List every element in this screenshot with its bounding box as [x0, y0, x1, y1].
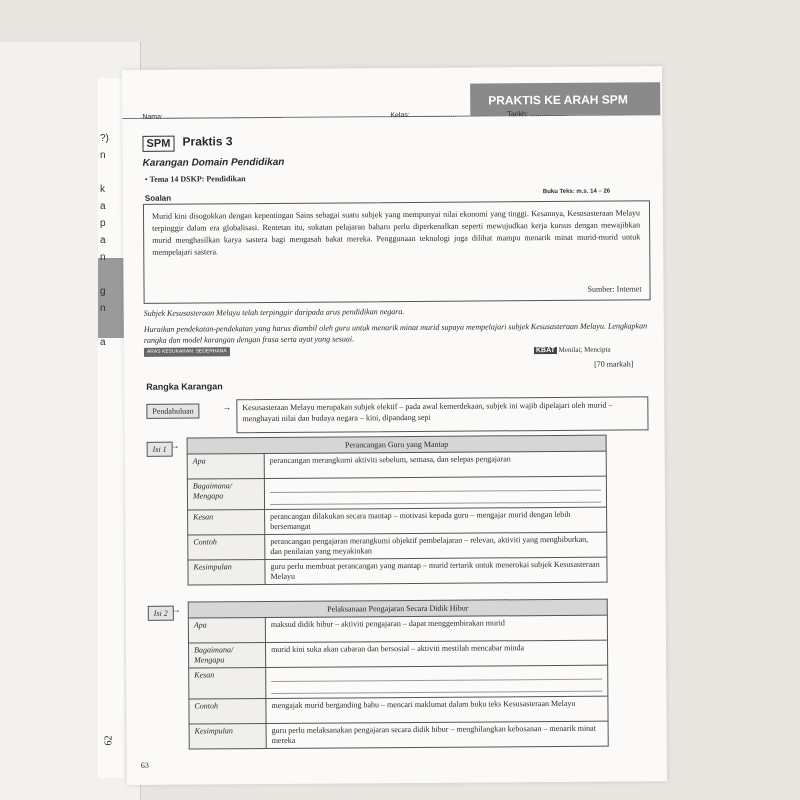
- buku-teks: Buku Teks: m.s. 14 – 26: [542, 188, 611, 196]
- row-label: Bagaimana/ Mengapa: [187, 479, 264, 511]
- pendahuluan-box: Kesusasteraan Melayu merupakan subjek elektif – pada awal kemerdekaan, subjek ini wajib dipelajari oleh murid – menghayati nilai dan budaya negara – kini, dipandang sepi: [236, 396, 648, 433]
- row-label: Contoh: [188, 535, 265, 561]
- row-text: murid kini suka akan cabaran dan bersosial – aktiviti mestilah mencabar minda: [266, 640, 608, 667]
- right-page: [122, 66, 667, 785]
- table-row: [188, 507, 607, 535]
- field-kelas: Kelas: .......................: [390, 111, 457, 120]
- table-row: [188, 615, 607, 643]
- spm-badge: SPM: [142, 136, 174, 152]
- isi2-title: Pelaksanaan Pengajaran Secara Didik Hibur: [188, 599, 607, 618]
- row-label: Apa: [187, 454, 264, 480]
- table-row: [189, 721, 608, 749]
- page-number: 63: [140, 760, 149, 770]
- row-text: guru perlu melaksanakan pengajaran secara didik hibur – menghilangkan kebosanan – menarik minat mereka: [266, 721, 608, 748]
- table-row: [189, 696, 608, 724]
- left-letter: [100, 266, 120, 283]
- left-letter: ?): [100, 133, 109, 144]
- left-letter: a: [100, 235, 106, 246]
- row-text: perancangan merangkumi aktiviti sebelum, semasa, dan selepas pengajaran: [264, 451, 606, 478]
- blank-line: [271, 682, 602, 694]
- question-line1: Subjek Kesusasteraan Melayu telah terpinggir daripada arus pendidikan negara.: [143, 307, 405, 318]
- row-text: perancangan dilakukan secara mantap – motivasi kepada guru – mengajar murid dengan lebih bersemangat: [265, 507, 607, 534]
- left-letter: n: [100, 303, 106, 314]
- left-letter: a: [100, 337, 106, 348]
- kbat-text: Menilai; Mencipta: [558, 345, 611, 354]
- row-label: Contoh: [189, 699, 266, 725]
- row-text: [266, 665, 608, 698]
- left-letter: n: [100, 150, 106, 161]
- practice-subtitle: Karangan Domain Pendidikan: [142, 156, 285, 169]
- row-label: Kesan: [189, 668, 266, 700]
- pendahuluan-label: Pendahuluan: [146, 403, 199, 418]
- isi1-label: Isi 1: [147, 442, 173, 457]
- left-letter: p: [100, 218, 106, 229]
- practice-title: Praktis 3: [182, 134, 233, 149]
- field-nama: Nama: ............................................................: [142, 112, 282, 121]
- table-row: [187, 476, 606, 510]
- row-label: Kesan: [188, 510, 265, 536]
- passage-source: Sumber: Internet: [587, 284, 642, 294]
- table-row: [187, 451, 606, 479]
- row-label: Apa: [188, 618, 265, 644]
- isi2-arrow: →: [171, 604, 181, 615]
- kbat-badge: KBAT: [535, 346, 555, 355]
- isi1-arrow: →: [170, 440, 180, 451]
- left-letter: g: [100, 286, 106, 297]
- marks: [70 markah]: [594, 359, 634, 369]
- left-letter: [100, 164, 120, 181]
- row-text: [264, 476, 606, 509]
- left-letter: k: [100, 184, 105, 195]
- tema-line: • Tema 14 DSKP: Pendidikan: [144, 174, 246, 184]
- left-letter: a: [100, 201, 106, 212]
- left-letter: n: [100, 252, 106, 263]
- rangka-heading: Rangka Karangan: [146, 381, 223, 392]
- row-text: maksud didik hibur – aktiviti pengajaran – dapat menggembirakan murid: [265, 615, 607, 642]
- row-label: Kesimpulan: [189, 724, 266, 750]
- left-page-number: 62: [103, 735, 115, 746]
- row-label: Bagaimana/ Mengapa: [189, 643, 266, 669]
- isi2-table: [188, 599, 609, 750]
- row-text: guru perlu membuat perancangan yang mantap – murid tertarik untuk menerokai subjek Kesusasteraan Melayu: [265, 557, 607, 584]
- aras-badge: ARAS KESUKARAN: SEDERHANA: [144, 347, 230, 357]
- table-row: [188, 532, 607, 560]
- tema-text: Tema 14 DSKP: Pendidikan: [149, 174, 246, 184]
- field-tarikh: Tarikh: ...................: [507, 110, 567, 119]
- blank-line: [271, 670, 602, 682]
- row-label: Kesimpulan: [188, 560, 265, 586]
- row-text: mengajak murid berganding bahu – mencari maklumat dalam buku teks Kesusasteraan Melayu: [266, 696, 608, 723]
- passage-box: [143, 200, 651, 304]
- table-row: [188, 557, 607, 585]
- passage-text: Murid kini disogokkan dengan kepentingan Sains sebagai suatu subjek yang mempunyai nilai ekonomi yang tinggi. Kesannya, Kesusasteraan Melayu terpinggir dalam era globalisasi. Rentetan itu, sukatan pelajaran baharu perlu diperkenalkan seperti mewujudkan kerja kursus dengan mewajibkan murid menghasilkan karya sastera bagi mengasah bakat mereka. Penggunaan teknologi juga dilihat mampu menarik minat murid-murid untuk mempelajari sastera.: [151, 208, 641, 257]
- isi1-title: Perancangan Guru yang Mantap: [187, 435, 606, 454]
- soalan-heading: Soalan: [144, 193, 172, 203]
- isi2-label: Isi 2: [148, 606, 174, 621]
- row-text: perancangan pengajaran merangkumi objektif pembelajaran – relevan, aktiviti yang menghiburkan, dan penilaian yang meyakinkan: [265, 532, 607, 559]
- pendahuluan-arrow: →: [222, 402, 232, 413]
- isi1-table: [187, 435, 608, 586]
- question-line2: Huraikan pendekatan-pendekatan yang harus diambil oleh guru untuk menarik minat murid supaya mempelajari subjek Kesusasteraan Melayu. Lengkapkan rangka dan model karangan dengan frasa serta ayat yang sesuai.: [143, 321, 648, 345]
- blank-line: [270, 493, 601, 505]
- kbat-line: [534, 345, 611, 357]
- table-row: [189, 640, 608, 668]
- left-letter: [100, 317, 120, 334]
- table-row: [189, 665, 608, 699]
- blank-line: [270, 481, 601, 493]
- left-page-letters: [100, 130, 120, 351]
- header-title: PRAKTIS KE ARAH SPM: [488, 92, 628, 108]
